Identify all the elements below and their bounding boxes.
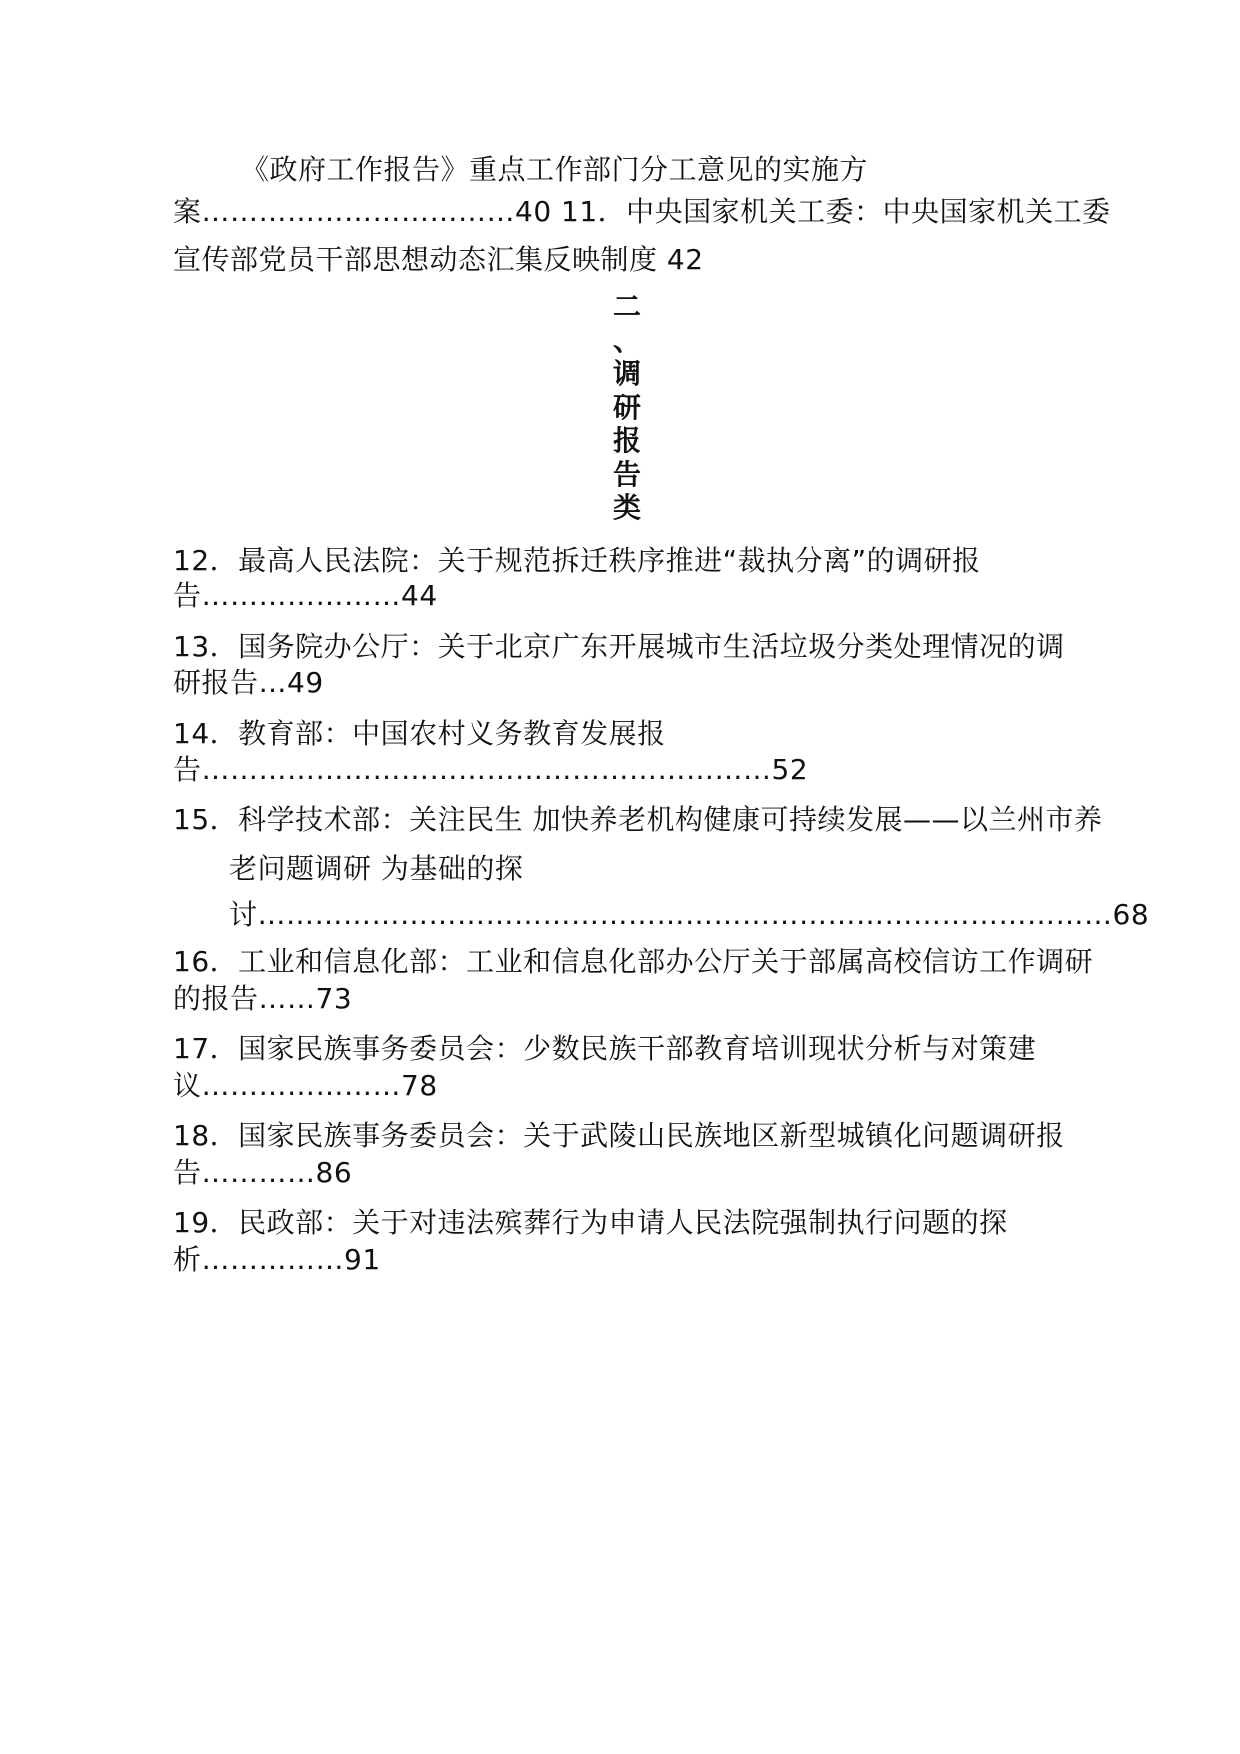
toc-entry-title: 16．工业和信息化部：工业和信息化部办公厅关于部属高校信访工作调研	[173, 945, 1094, 978]
toc-entry-title: 14．教育部：中国农村义务教育发展报	[173, 717, 666, 750]
toc-entry-page: 告……………………………………………………52	[173, 753, 809, 786]
section-heading-char: 报	[612, 424, 641, 457]
toc-entry-title: 17．国家民族事务委员会：少数民族干部教育培训现状分析与对策建	[173, 1032, 1037, 1065]
toc-continuation-line-1: 《政府工作报告》重点工作部门分工意见的实施方	[241, 153, 869, 186]
section-heading-char: 、	[612, 323, 641, 357]
toc-entry-page: 析……………91	[173, 1243, 381, 1276]
section-heading-char: 二	[612, 290, 641, 323]
toc-entry-page: 的报告……73	[173, 982, 353, 1015]
toc-entry-page: 告…………………44	[173, 579, 438, 612]
section-heading-research-reports	[607, 290, 647, 525]
toc-entry-title: 13．国务院办公厅：关于北京广东开展城市生活垃圾分类处理情况的调	[173, 630, 1065, 663]
toc-entry-title: 18．国家民族事务委员会：关于武陵山民族地区新型城镇化问题调研报	[173, 1119, 1065, 1152]
toc-entry-title: 19．民政部：关于对违法殡葬行为申请人民法院强制执行问题的探	[173, 1206, 1008, 1239]
section-heading-char: 调	[612, 357, 641, 390]
toc-entry-title: 12．最高人民法院：关于规范拆迁秩序推进“裁执分离”的调研报	[173, 544, 981, 577]
section-heading-char: 研	[612, 390, 641, 424]
section-heading-char: 告	[612, 457, 641, 491]
toc-entry-page: 研报告…49	[173, 666, 324, 699]
section-heading-char: 类	[612, 491, 641, 524]
toc-entry-title-continued: 老问题调研 为基础的探	[229, 852, 524, 885]
toc-continuation-line-2: 案……………………………40 11．中央国家机关工委：中央国家机关工委	[173, 195, 1111, 228]
toc-entry-page: 告…………86	[173, 1156, 353, 1189]
toc-entry-page: 议…………………78	[173, 1069, 438, 1102]
toc-entry-title: 15．科学技术部：关注民生 加快养老机构健康可持续发展——以兰州市养	[173, 803, 1103, 836]
toc-entry-page: 讨………………………………………………………………………………68	[229, 898, 1150, 931]
toc-continuation-line-3: 宣传部党员干部思想动态汇集反映制度 42	[173, 243, 704, 276]
